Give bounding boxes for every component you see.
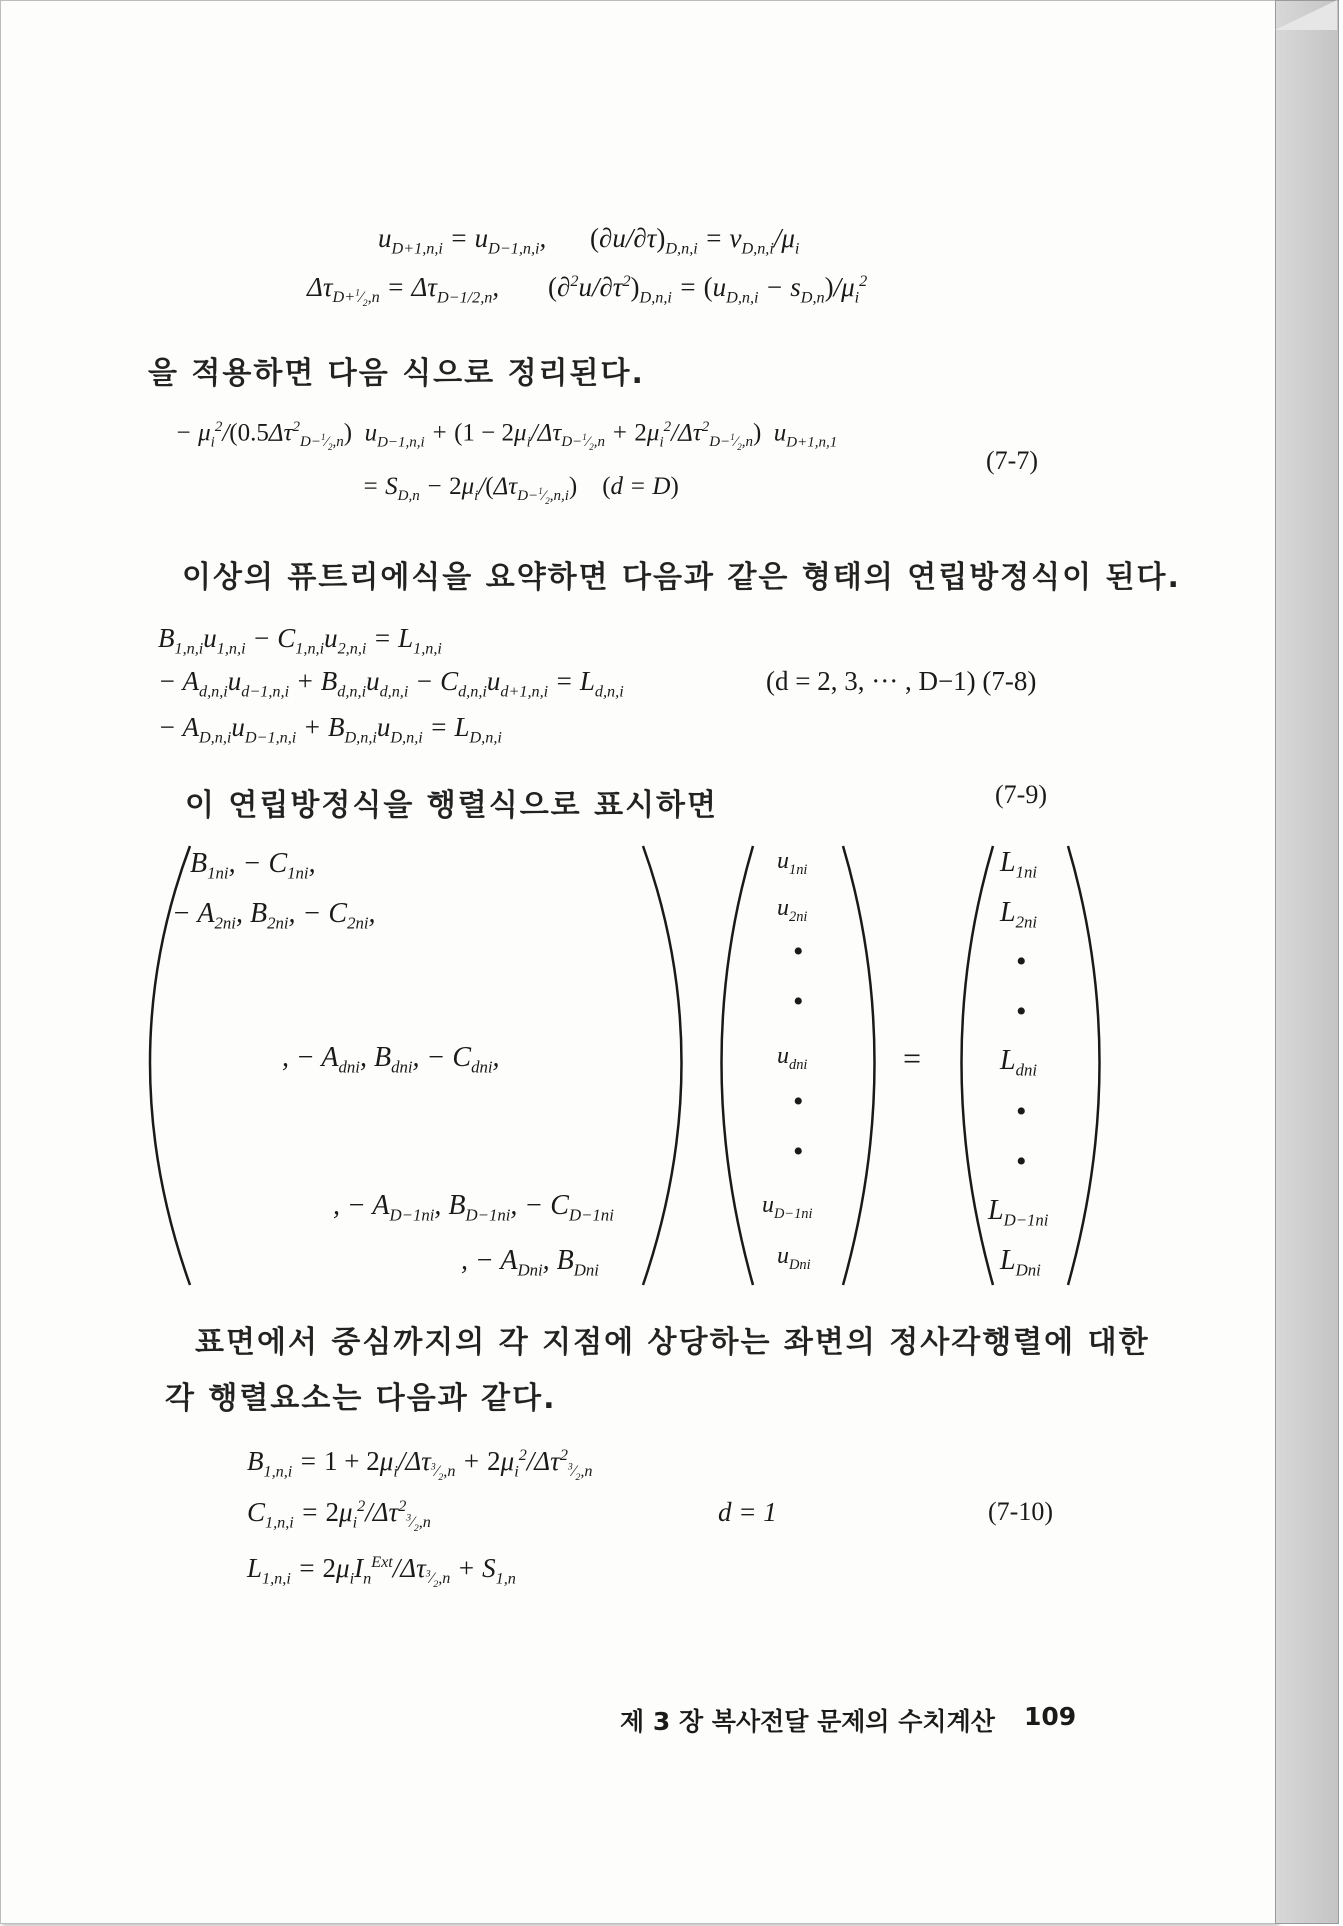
chapter-footer: 제 3 장 복사전달 문제의 수치계산 xyxy=(620,1707,995,1736)
l-right-paren xyxy=(1068,846,1100,1285)
eq-7-7-line2: = $S_{D,n} - 2\mu_i/(\Delta\tau_{D-^1⁄_2,n,i})$ (d = D) xyxy=(362,473,679,506)
eq-7-8-line2: − $A_{d,n,i}u_{d-1,n,i} + B_{d,n,i}u_{d,n,i} - C_{d,n,i}u_{d+1,n,i} = L_{d,n,i}$ xyxy=(158,666,624,701)
matrix-a-right-paren xyxy=(643,846,682,1285)
matrix-row-1: $B_{1ni}$, − $C_{1ni}$, xyxy=(190,848,316,883)
eq-7-10-line1: $B_{1,n,i} = 1 + 2\mu_i/\Delta\tau_{^3⁄_2,n} + 2\mu_i^2/\Delta\tau^2_{^3⁄_2,n}$ xyxy=(247,1446,593,1484)
u-vector-dot-4: • xyxy=(793,1135,804,1168)
text-summary: 이상의 퓨트리에식을 요약하면 다음과 같은 형태의 연립방정식이 된다. xyxy=(182,560,1181,595)
l-vector-d-minus-1: $L_{D-1ni}$ xyxy=(988,1195,1049,1230)
eq-7-10-line2: $C_{1,n,i} = 2\mu_i^2/\Delta\tau^2_{^3⁄_2,n}$ xyxy=(247,1497,431,1535)
page-number: 109 xyxy=(1024,1702,1077,1731)
text-matrix: 이 연립방정식을 행렬식으로 표시하면 xyxy=(185,788,719,823)
page-stack-corner xyxy=(1275,0,1337,30)
eq-7-8-line3: − $A_{D,n,i}u_{D-1,n,i} + B_{D,n,i}u_{D,n,i} = L_{D,n,i}$ xyxy=(158,712,502,747)
l-vector-1: $L_{1ni}$ xyxy=(1000,847,1038,882)
text-apply: 을 적용하면 다음 식으로 정리된다. xyxy=(148,356,645,391)
u-vector-2: $u_{2ni}$ xyxy=(777,895,808,925)
matrix-equals-sign: = xyxy=(903,1040,922,1076)
l-vector-dot-4: • xyxy=(1016,1145,1027,1178)
eq-7-10-line3: $L_{1,n,i} = 2\mu_iI_n^{Ext}/\Delta\tau_{^3⁄_2,n} + S_{1,n}$ xyxy=(247,1553,516,1591)
matrix-row-2: − $A_{2ni}$, $B_{2ni}$, − $C_{2ni}$, xyxy=(172,898,376,933)
eq-7-9-number: (7-9) xyxy=(995,780,1047,809)
eq-7-8-line1: $B_{1,n,i}u_{1,n,i} - C_{1,n,i}u_{2,n,i} = L_{1,n,i}$ xyxy=(158,623,442,658)
eq-intro-line2-right: $(\partial^2u/\partial\tau^2)_{D,n,i} = (u_{D,n,i} - s_{D,n})/\mu_i^2$ xyxy=(548,272,868,307)
eq-7-7-line1: − $\mu_i^2/(0.5\Delta\tau^2_{D-^1⁄_2,n}) u_{D-1,n,i} + (1 - 2\mu_i/\Delta\tau_{D-^1⁄_2,n} + 2\mu_i^2/\Delta\tau^2_{D-^1⁄_2,n})$ $u_{D+1,n,1}$ xyxy=(175,419,838,453)
u-vector-d: $u_{dni}$ xyxy=(777,1043,808,1073)
eq-intro-line1: $u_{D+1,n,i} = u_{D-1,n,i}$, xyxy=(378,223,547,258)
page-stack-edge xyxy=(1275,0,1339,1924)
eq-7-10-condition: d = 1 xyxy=(718,1497,777,1527)
u-vector-D: $u_{Dni}$ xyxy=(777,1243,811,1273)
u-vector-dot-1: • xyxy=(793,935,804,968)
eq-7-7-number: (7-7) xyxy=(986,446,1038,475)
matrix-row-d: , − $A_{dni}$, $B_{dni}$, − $C_{dni}$, xyxy=(282,1042,500,1077)
l-vector-dot-2: • xyxy=(1016,995,1027,1028)
eq-intro-line1-right: $(\partial u/\partial\tau)_{D,n,i} = v_{D,n,i}/\mu_i$ xyxy=(590,223,800,258)
l-vector-2: $L_{2ni}$ xyxy=(1000,897,1038,932)
matrix-row-D: , − $A_{Dni}$, $B_{Dni}$ xyxy=(461,1245,599,1280)
l-vector-d: $L_{dni}$ xyxy=(1000,1045,1038,1080)
text-elements-line1: 표면에서 중심까지의 각 지점에 상당하는 좌변의 정사각행렬에 대한 xyxy=(195,1325,1150,1360)
u-left-paren xyxy=(722,846,754,1285)
u-vector-dot-3: • xyxy=(793,1085,804,1118)
eq-7-8-condition: (d = 2, 3, ··· , D−1) (7-8) xyxy=(766,666,1037,696)
u-right-paren xyxy=(843,846,875,1285)
eq-intro-line2: $\Delta\tau_{D+^1⁄_2,n} = \Delta\tau_{D-1/2,n}$, xyxy=(307,272,500,310)
u-vector-d-minus-1: $u_{D-1ni}$ xyxy=(762,1192,813,1222)
l-vector-dot-1: • xyxy=(1016,945,1027,978)
eq-7-10-number: (7-10) xyxy=(988,1497,1053,1526)
text-elements-line2: 각 행렬요소는 다음과 같다. xyxy=(165,1381,557,1416)
l-vector-D: $L_{Dni}$ xyxy=(1000,1245,1041,1280)
matrix-row-d-minus-1: , − $A_{D-1ni}$, $B_{D-1ni}$, − $C_{D-1ni}$ xyxy=(333,1190,614,1225)
u-vector-1: $u_{1ni}$ xyxy=(777,848,808,878)
l-vector-dot-3: • xyxy=(1016,1095,1027,1128)
u-vector-dot-2: • xyxy=(793,985,804,1018)
